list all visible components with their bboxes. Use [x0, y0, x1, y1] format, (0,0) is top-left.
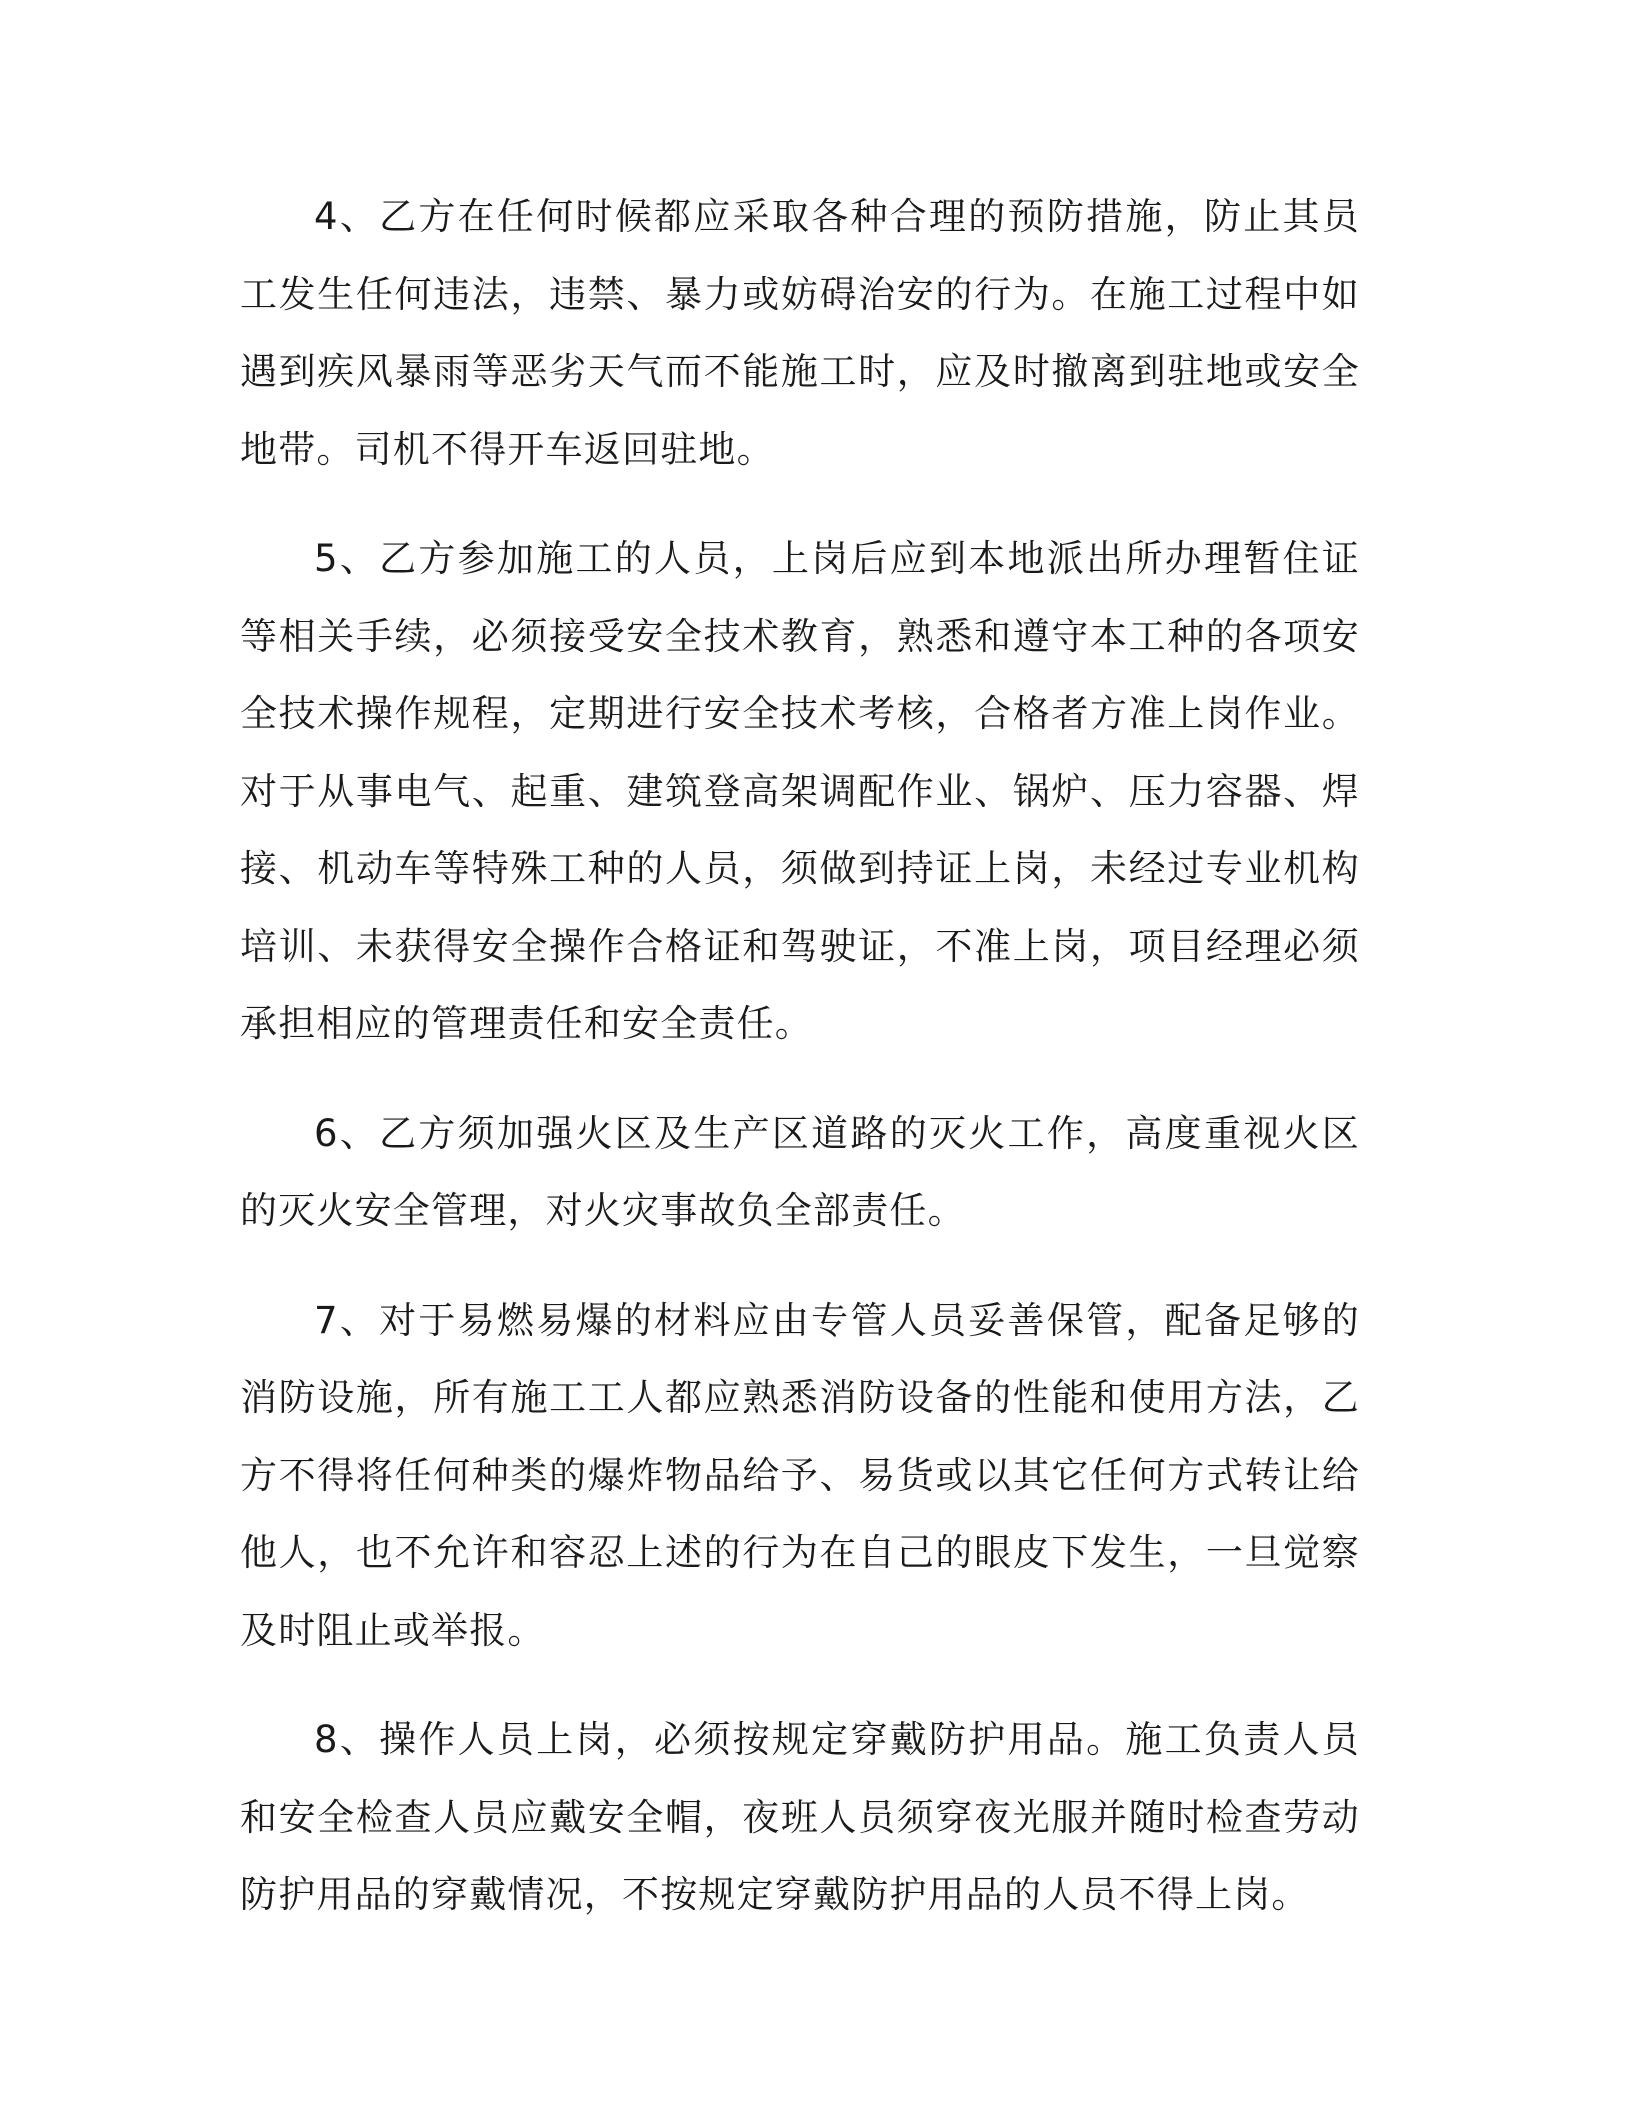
paragraph-item-6: 6、乙方须加强火区及生产区道路的灭火工作，高度重视火区的灭火安全管理，对火灾事故负全部责任。 — [240, 1111, 1360, 1232]
paragraph-item-5: 5、乙方参加施工的人员，上岗后应到本地派出所办理暂住证等相关手续，必须接受安全技术教育，熟悉和遵守本工种的各项安全技术操作规程，定期进行安全技术考核，合格者方准上岗作业。对于从事电气、起重、建筑登高架调配作业、锅炉、压力容器、焊接、机动车等特殊工种的人员，须做到持证上岗，未经过专业机构培训、未获得安全操作合格证和驾驶证，不准上岗，项目经理必须承担相应的管理责任和安全责任。 — [240, 537, 1360, 1045]
document-body — [240, 178, 1360, 1966]
paragraph-item-7: 7、对于易燃易爆的材料应由专管人员妥善保管，配备足够的消防设施，所有施工工人都应熟悉消防设备的性能和使用方法，乙方不得将任何种类的爆炸物品给予、易货或以其它任何方式转让给他人，也不允许和容忍上述的行为在自己的眼皮下发生，一旦觉察及时阻止或举报。 — [240, 1298, 1360, 1652]
paragraph-item-8: 8、操作人员上岗，必须按规定穿戴防护用品。施工负责人员和安全检查人员应戴安全帽，夜班人员须穿夜光服并随时检查劳动防护用品的穿戴情况，不按规定穿戴防护用品的人员不得上岗。 — [240, 1718, 1360, 1916]
paragraph-item-4: 4、乙方在任何时候都应采取各种合理的预防措施，防止其员工发生任何违法，违禁、暴力或妨碍治安的行为。在施工过程中如遇到疾风暴雨等恶劣天气而不能施工时，应及时撤离到驻地或安全地带。司机不得开车返回驻地。 — [240, 195, 1360, 471]
